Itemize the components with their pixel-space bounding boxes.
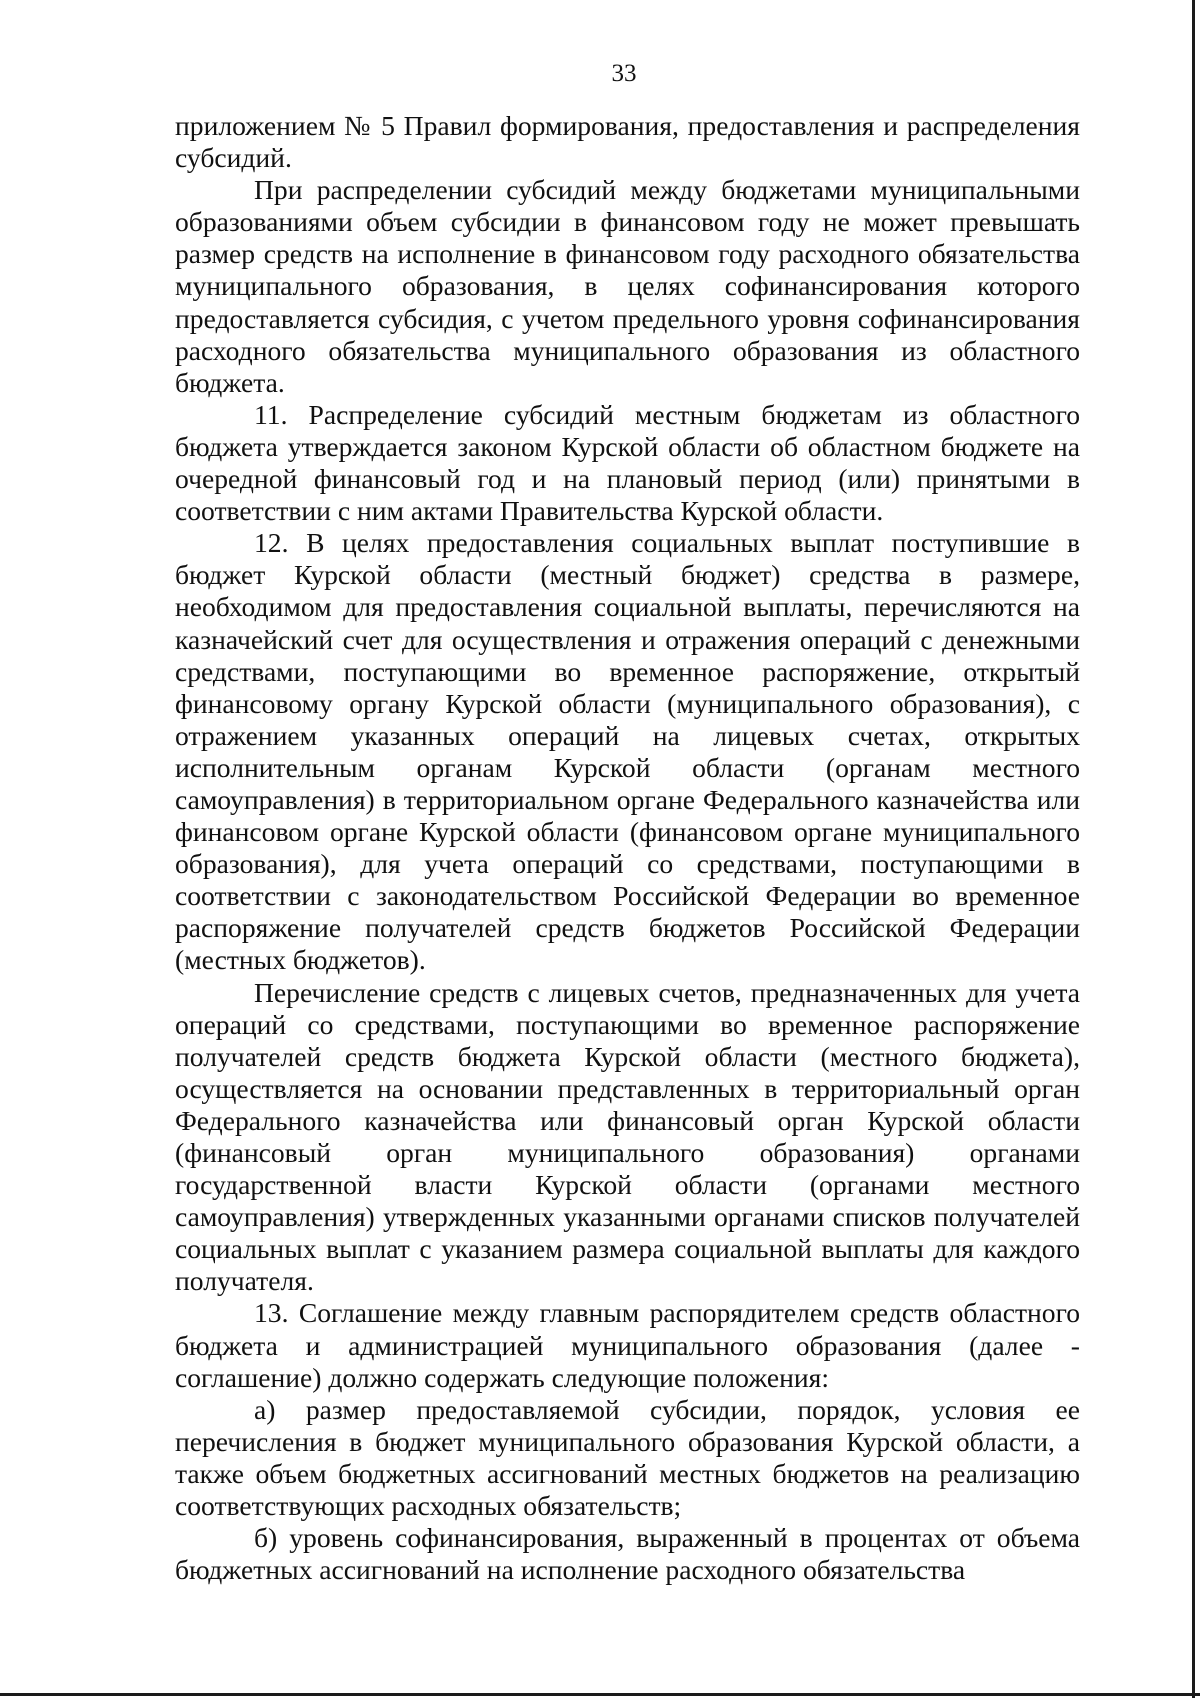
paragraph-clause-13: 13. Соглашение между главным распорядителем средств областного бюджета и администрацией муниципального образования (далее - соглашение) должно содержать следующие положения: [175,1297,1080,1393]
scan-edge-bottom [0,1693,1200,1696]
paragraph-appendix-continuation: приложением № 5 Правил формирования, предоставления и распределения субсидий. [175,110,1080,174]
page-number: 33 [611,60,637,87]
paragraph-clause-11: 11. Распределение субсидий местным бюджетам из областного бюджета утверждается законом Курской области об областном бюджете на очередной финансовый год и на плановый период (или) принятыми в соответствии с ним актами Правительства Курской области. [175,398,1080,527]
paragraph-distribution-limit: При распределении субсидий между бюджетами муниципальными образованиями объем субсидии в финансовом году не может превышать размер средств на исполнение в финансовом году расходного обязательства муниципального образования, в целях софинансирования которого предоставляется субсидия, с учетом предельного уровня софинансирования расходного обязательства муниципального образования из областного бюджета. [175,174,1080,398]
body-text [175,110,1080,1586]
list-item-a: а) размер предоставляемой субсидии, порядок, условия ее перечисления в бюджет муниципального образования Курской области, а также объем бюджетных ассигнований местных бюджетов на реализацию соответствующих расходных обязательств; [175,1393,1080,1522]
list-item-b: б) уровень софинансирования, выраженный в процентах от объема бюджетных ассигнований на исполнение расходного обязательства [175,1522,1080,1586]
scan-edge-right [1192,0,1195,1698]
paragraph-clause-12: 12. В целях предоставления социальных выплат поступившие в бюджет Курской области (местный бюджет) средства в размере, необходимом для предоставления социальной выплаты, перечисляются на казначейский счет для осуществления и отражения операций с денежными средствами, поступающими во временное распоряжение, открытый финансовому органу Курской области (муниципального образования), с отражением указанных операций на лицевых счетах, открытых исполнительным органам Курской области (органам местного самоуправления) в территориальном органе Федерального казначейства или финансовом органе Курской области (финансовом органе муниципального образования), для учета операций со средствами, поступающими в соответствии с законодательством Российской Федерации во временное распоряжение получателей средств бюджетов Российской Федерации (местных бюджетов). [175,527,1080,976]
paragraph-transfer-of-funds: Перечисление средств с лицевых счетов, предназначенных для учета операций со средствами, поступающими во временное распоряжение получателей средств бюджета Курской области (местного бюджета), осуществляется на основании представленных в территориальный орган Федерального казначейства или финансовый орган Курской области (финансовый орган муниципального образования) органами государственной власти Курской области (органами местного самоуправления) утвержденных указанными органами списков получателей социальных выплат с указанием размера социальной выплаты для каждого получателя. [175,976,1080,1297]
